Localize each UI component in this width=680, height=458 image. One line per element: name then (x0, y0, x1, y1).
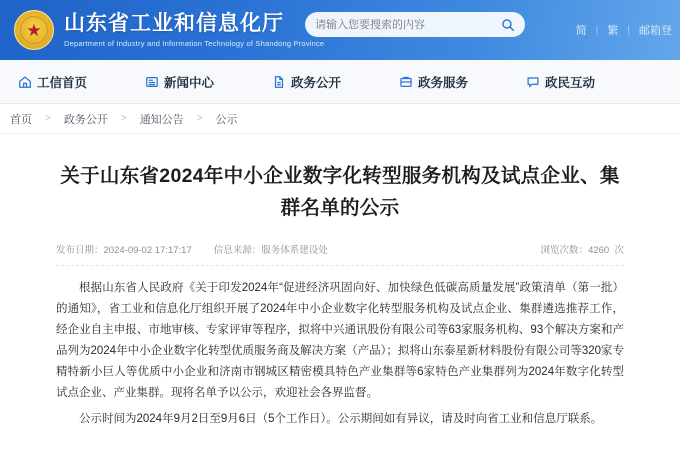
header-link-sep-2: | (627, 24, 630, 36)
source-label: 信息来源： (213, 245, 262, 256)
mailbox-login-link[interactable]: 邮箱登 (639, 25, 672, 37)
views-value: 4260 (588, 245, 610, 256)
nav-label-gov-open: 政务公开 (291, 75, 342, 90)
source-value: 服务体系建设处 (261, 245, 328, 256)
main-nav (0, 60, 680, 104)
nav-item-news[interactable] (135, 73, 262, 91)
search-icon[interactable] (501, 18, 515, 32)
nav-label-interaction: 政民互动 (545, 75, 596, 90)
home-icon (18, 75, 32, 89)
nav-label-gov-service: 政务服务 (418, 75, 469, 90)
search-box[interactable] (305, 12, 525, 37)
document-icon (272, 75, 286, 89)
views-label: 浏览次数： (540, 245, 589, 256)
views-unit: 次 (614, 245, 624, 256)
lang-traditional-link[interactable]: 繁 (607, 25, 619, 37)
breadcrumb-item-3[interactable]: 公示 (215, 113, 238, 126)
search-input[interactable] (315, 19, 501, 31)
nav-item-gov-service[interactable] (389, 73, 516, 91)
header-link-sep-1: | (595, 24, 599, 36)
chat-icon (526, 75, 540, 89)
breadcrumb-sep-1: > (120, 113, 127, 124)
breadcrumb-item-0[interactable]: 首页 (10, 113, 32, 126)
article-meta (56, 242, 624, 266)
nav-item-home[interactable] (8, 73, 135, 91)
publish-date (56, 242, 192, 256)
national-emblem-icon: ★ (14, 10, 54, 50)
nav-item-gov-open[interactable] (262, 73, 389, 91)
publish-date-label: 发布日期： (56, 245, 104, 256)
site-header (0, 0, 680, 60)
article-paragraph-1: 根据山东省人民政府《关于印发2024年“促进经济巩固向好、加快绿色低碳高质量发展”政策清单（第一批）的通知》，省工业和信息化厅组织开展了2024年中小企业数字化转型服务机构及试点企业、集群遴选推荐工作，经企业自主申报、市地审核、专家评审等程序，拟将中兴通讯股份有限公司等63家服务机构、93个解决方案和产品列为2024年中小企业数字化转型优质服务商及解决方案（产品）；拟将山东泰星新材料股份有限公司等320家专精特新小巨人等优质中小企业和济南市钢城区精密模具特色产业集群等6家特色产业集群列为2024年数字化转型试点企业、产业集群。现将名单予以公示，欢迎社会各界监督。 (56, 282, 625, 399)
source-info (214, 242, 328, 256)
view-count (541, 242, 624, 256)
nav-label-home: 工信首页 (37, 75, 88, 90)
news-icon (145, 75, 159, 89)
article-body (56, 278, 624, 430)
breadcrumb-sep-0: > (45, 113, 51, 124)
site-title-cn: 山东省工业和信息化厅 (64, 11, 284, 35)
site-title-en: Department of Industry and Information Technology of Shandong Province (64, 38, 325, 48)
page-title: 关于山东省2024年中小企业数字化转型服务机构及试点企业、集群名单的公示 (60, 165, 620, 219)
breadcrumb (0, 104, 680, 134)
article-paragraph-2: 公示时间为2024年9月2日至9月6日（5个工作日）。公示期间如有异议，请及时向省工业和信息厅联系。 (79, 413, 603, 425)
article-container (0, 134, 680, 430)
service-icon (399, 75, 413, 89)
breadcrumb-item-1[interactable]: 政务公开 (63, 113, 108, 126)
nav-label-news: 新闻中心 (164, 75, 215, 90)
publish-date-value: 2024-09-02 17:17:17 (103, 245, 192, 256)
breadcrumb-item-2[interactable]: 通知公告 (139, 113, 184, 126)
header-links (576, 22, 672, 38)
breadcrumb-sep-2: > (196, 113, 203, 124)
lang-simplified-link[interactable]: 简 (575, 25, 587, 37)
site-title-block (64, 12, 324, 49)
nav-item-interaction[interactable] (516, 73, 643, 91)
